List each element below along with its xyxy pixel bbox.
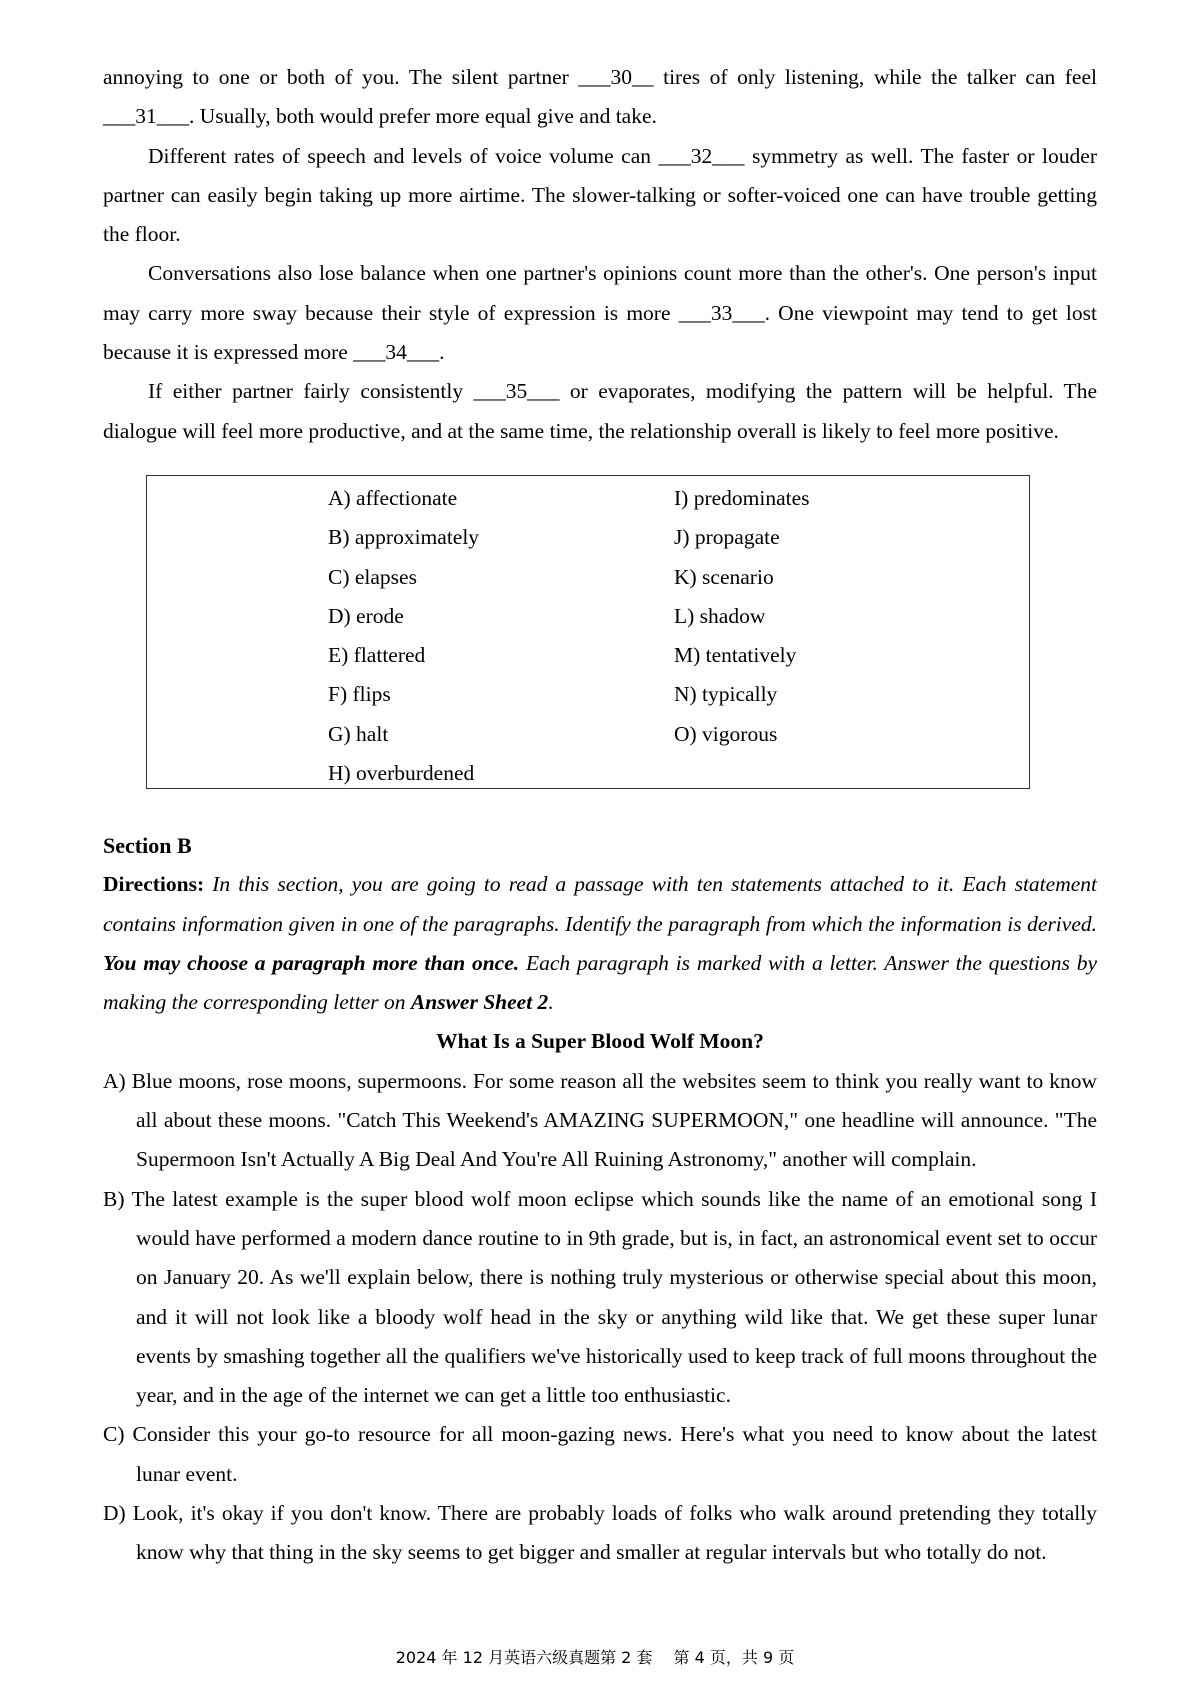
page-content	[103, 58, 1097, 1573]
lettered-paragraph: A) Blue moons, rose moons, supermoons. For some reason all the websites seem to think you really want to know all about these moons. "Catch This Weekend's AMAZING SUPERMOON," one headline will announce. "The Supermoon Isn't Actually A Big Deal And You're All Ruining Astronomy," another will complain.	[103, 1068, 1097, 1172]
lettered-paragraph: B) The latest example is the super blood wolf moon eclipse which sounds like the name of an emotional song I would have performed a modern dance routine to in 9th grade, but is, in fact, an astronomical event set to occur on January 20. As we'll explain below, there is nothing truly mysterious or otherwise special about this moon, and it will not look like a bloody wolf head in the sky or anything wild like that. We get these super lunar events by smashing together all the qualifiers we've historically used to keep track of full moons throughout the year, and in the age of the internet we can get a little too enthusiastic.	[103, 1186, 1097, 1408]
word-bank-left-column	[328, 479, 479, 793]
word-option: I) predominates	[674, 485, 810, 510]
word-option: C) elapses	[328, 564, 417, 589]
word-option: O) vigorous	[674, 721, 778, 746]
passage-paragraph: Different rates of speech and levels of voice volume can ___32___ symmetry as well. The faster or louder partner can easily begin taking up more airtime. The slower-talking or softer-voiced one can have trouble getting the floor.	[103, 143, 1097, 247]
passage-paragraph: annoying to one or both of you. The silent partner ___30__ tires of only listening, while the talker can feel ___31___. Usually, both would prefer more equal give and take.	[103, 65, 1097, 129]
lettered-paragraph: C) Consider this your go-to resource for all moon-gazing news. Here's what you need to know about the latest lunar event.	[103, 1422, 1097, 1486]
word-option: J) propagate	[674, 525, 780, 550]
word-option: L) shadow	[674, 603, 766, 628]
directions	[103, 865, 1097, 1022]
answer-sheet-label: Answer Sheet 2	[410, 990, 549, 1015]
word-bank-box	[146, 475, 1030, 789]
word-option: N) typically	[674, 682, 778, 707]
word-bank-right-column	[674, 479, 810, 754]
word-option: G) halt	[328, 721, 389, 746]
word-option: B) approximately	[328, 525, 480, 550]
word-option: A) affectionate	[328, 485, 458, 510]
directions-text: .	[548, 990, 554, 1015]
directions-text: Each paragraph is marked with a letter. Answer the questions by making the corresponding letter on	[103, 950, 1097, 1015]
word-option: D) erode	[328, 603, 404, 628]
directions-text: In this section, you are going to read a passage with ten statements attached to it. Each statement contains information given in one of the paragraphs. Identify the paragraph from which the information is derived.	[103, 872, 1097, 936]
passage-paragraph: Conversations also lose balance when one partner's opinions count more than the other's. One person's input may carry more sway because their style of expression is more ___33___. One viewpoint may tend to get lost because it is expressed more ___34___.	[103, 261, 1097, 365]
directions-label: Directions:	[103, 872, 205, 897]
page-footer: 2024 年 12 月英语六级真题第 2 套 第 4 页，共 9 页	[395, 1648, 795, 1667]
passage-title: What Is a Super Blood Wolf Moon?	[436, 1029, 764, 1054]
word-option: H) overburdened	[328, 761, 475, 786]
directions-emphasis: You may choose a paragraph more than once.	[103, 950, 520, 975]
word-option: E) flattered	[328, 643, 426, 668]
word-option: M) tentatively	[674, 643, 797, 668]
lettered-paragraph: D) Look, it's okay if you don't know. There are probably loads of folks who walk around pretending they totally know why that thing in the sky seems to get bigger and smaller at regular intervals but who totally do not.	[103, 1501, 1097, 1565]
passage-paragraph: If either partner fairly consistently ___35___ or evaporates, modifying the pattern will be helpful. The dialogue will feel more productive, and at the same time, the relationship overall is likely to feel more positive.	[103, 379, 1097, 443]
section-heading: Section B	[103, 832, 192, 858]
word-option: F) flips	[328, 682, 391, 707]
word-option: K) scenario	[674, 564, 774, 589]
